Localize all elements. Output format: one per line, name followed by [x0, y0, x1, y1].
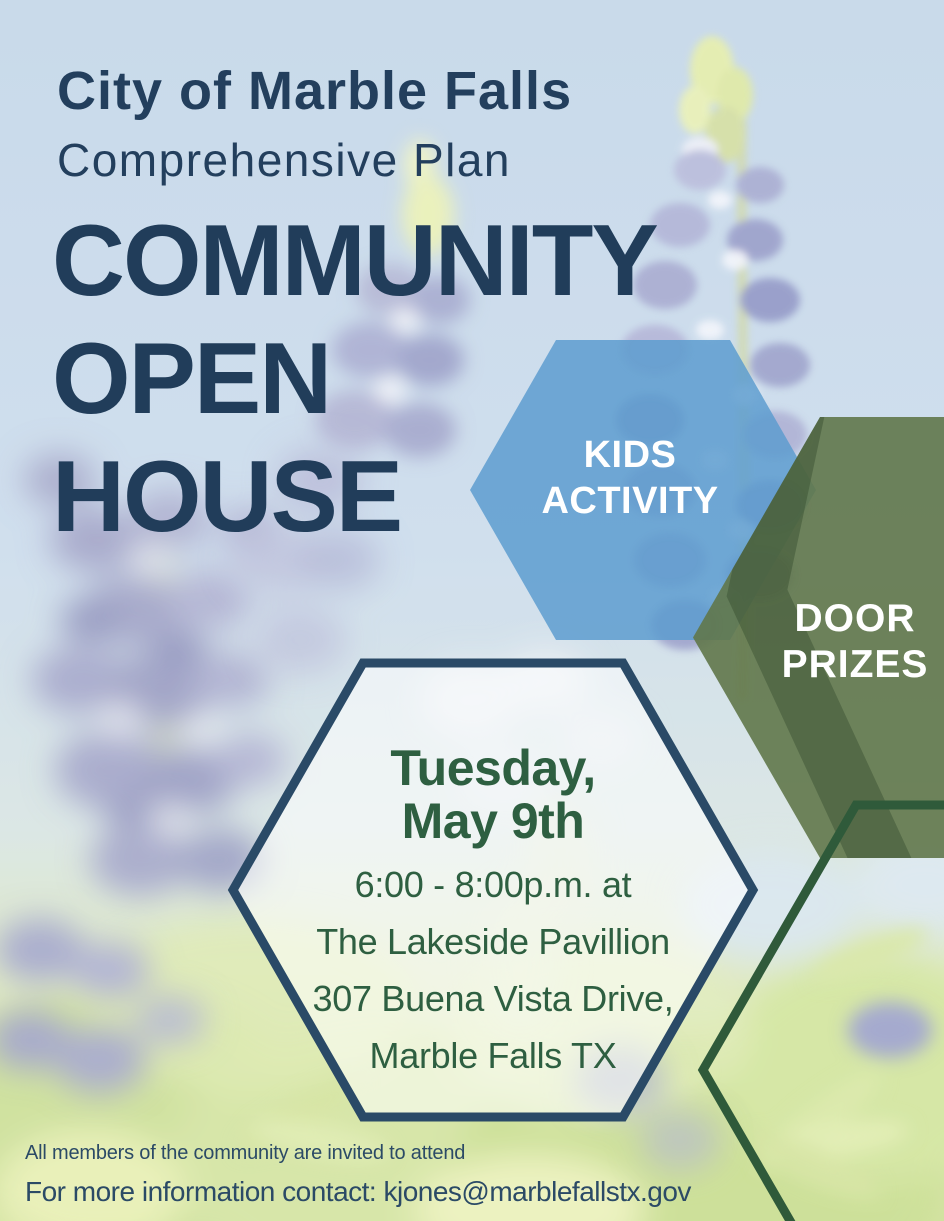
event-details-panel — [253, 742, 733, 1084]
kids-activity-badge — [470, 432, 790, 524]
kids-badge-line-2: ACTIVITY — [541, 480, 719, 522]
event-day: Tuesday, — [390, 740, 596, 796]
door-badge-line-2: PRIZES — [781, 643, 929, 686]
door-badge-line-1: DOOR — [794, 597, 916, 640]
event-venue: The Lakeside Pavillion — [316, 921, 670, 962]
event-address: 307 Buena Vista Drive, — [312, 978, 674, 1019]
event-date: May 9th — [401, 793, 585, 849]
main-title-line-1: COMMUNITY — [52, 205, 657, 317]
header-block — [57, 62, 572, 186]
footer-invitation: All members of the community are invited to attend — [25, 1142, 466, 1164]
door-prizes-badge — [760, 596, 944, 688]
main-title-line-3: HOUSE — [52, 441, 402, 553]
main-title-line-2: OPEN — [52, 323, 331, 435]
footer-block — [25, 1138, 691, 1212]
event-time: 6:00 - 8:00p.m. at — [354, 864, 632, 905]
city-title: City of Marble Falls — [57, 61, 573, 121]
plan-subtitle: Comprehensive Plan — [57, 134, 512, 187]
kids-badge-line-1: KIDS — [583, 434, 677, 476]
event-city: Marble Falls TX — [369, 1035, 617, 1076]
footer-contact: For more information contact: kjones@marblefallstx.gov — [25, 1176, 691, 1207]
